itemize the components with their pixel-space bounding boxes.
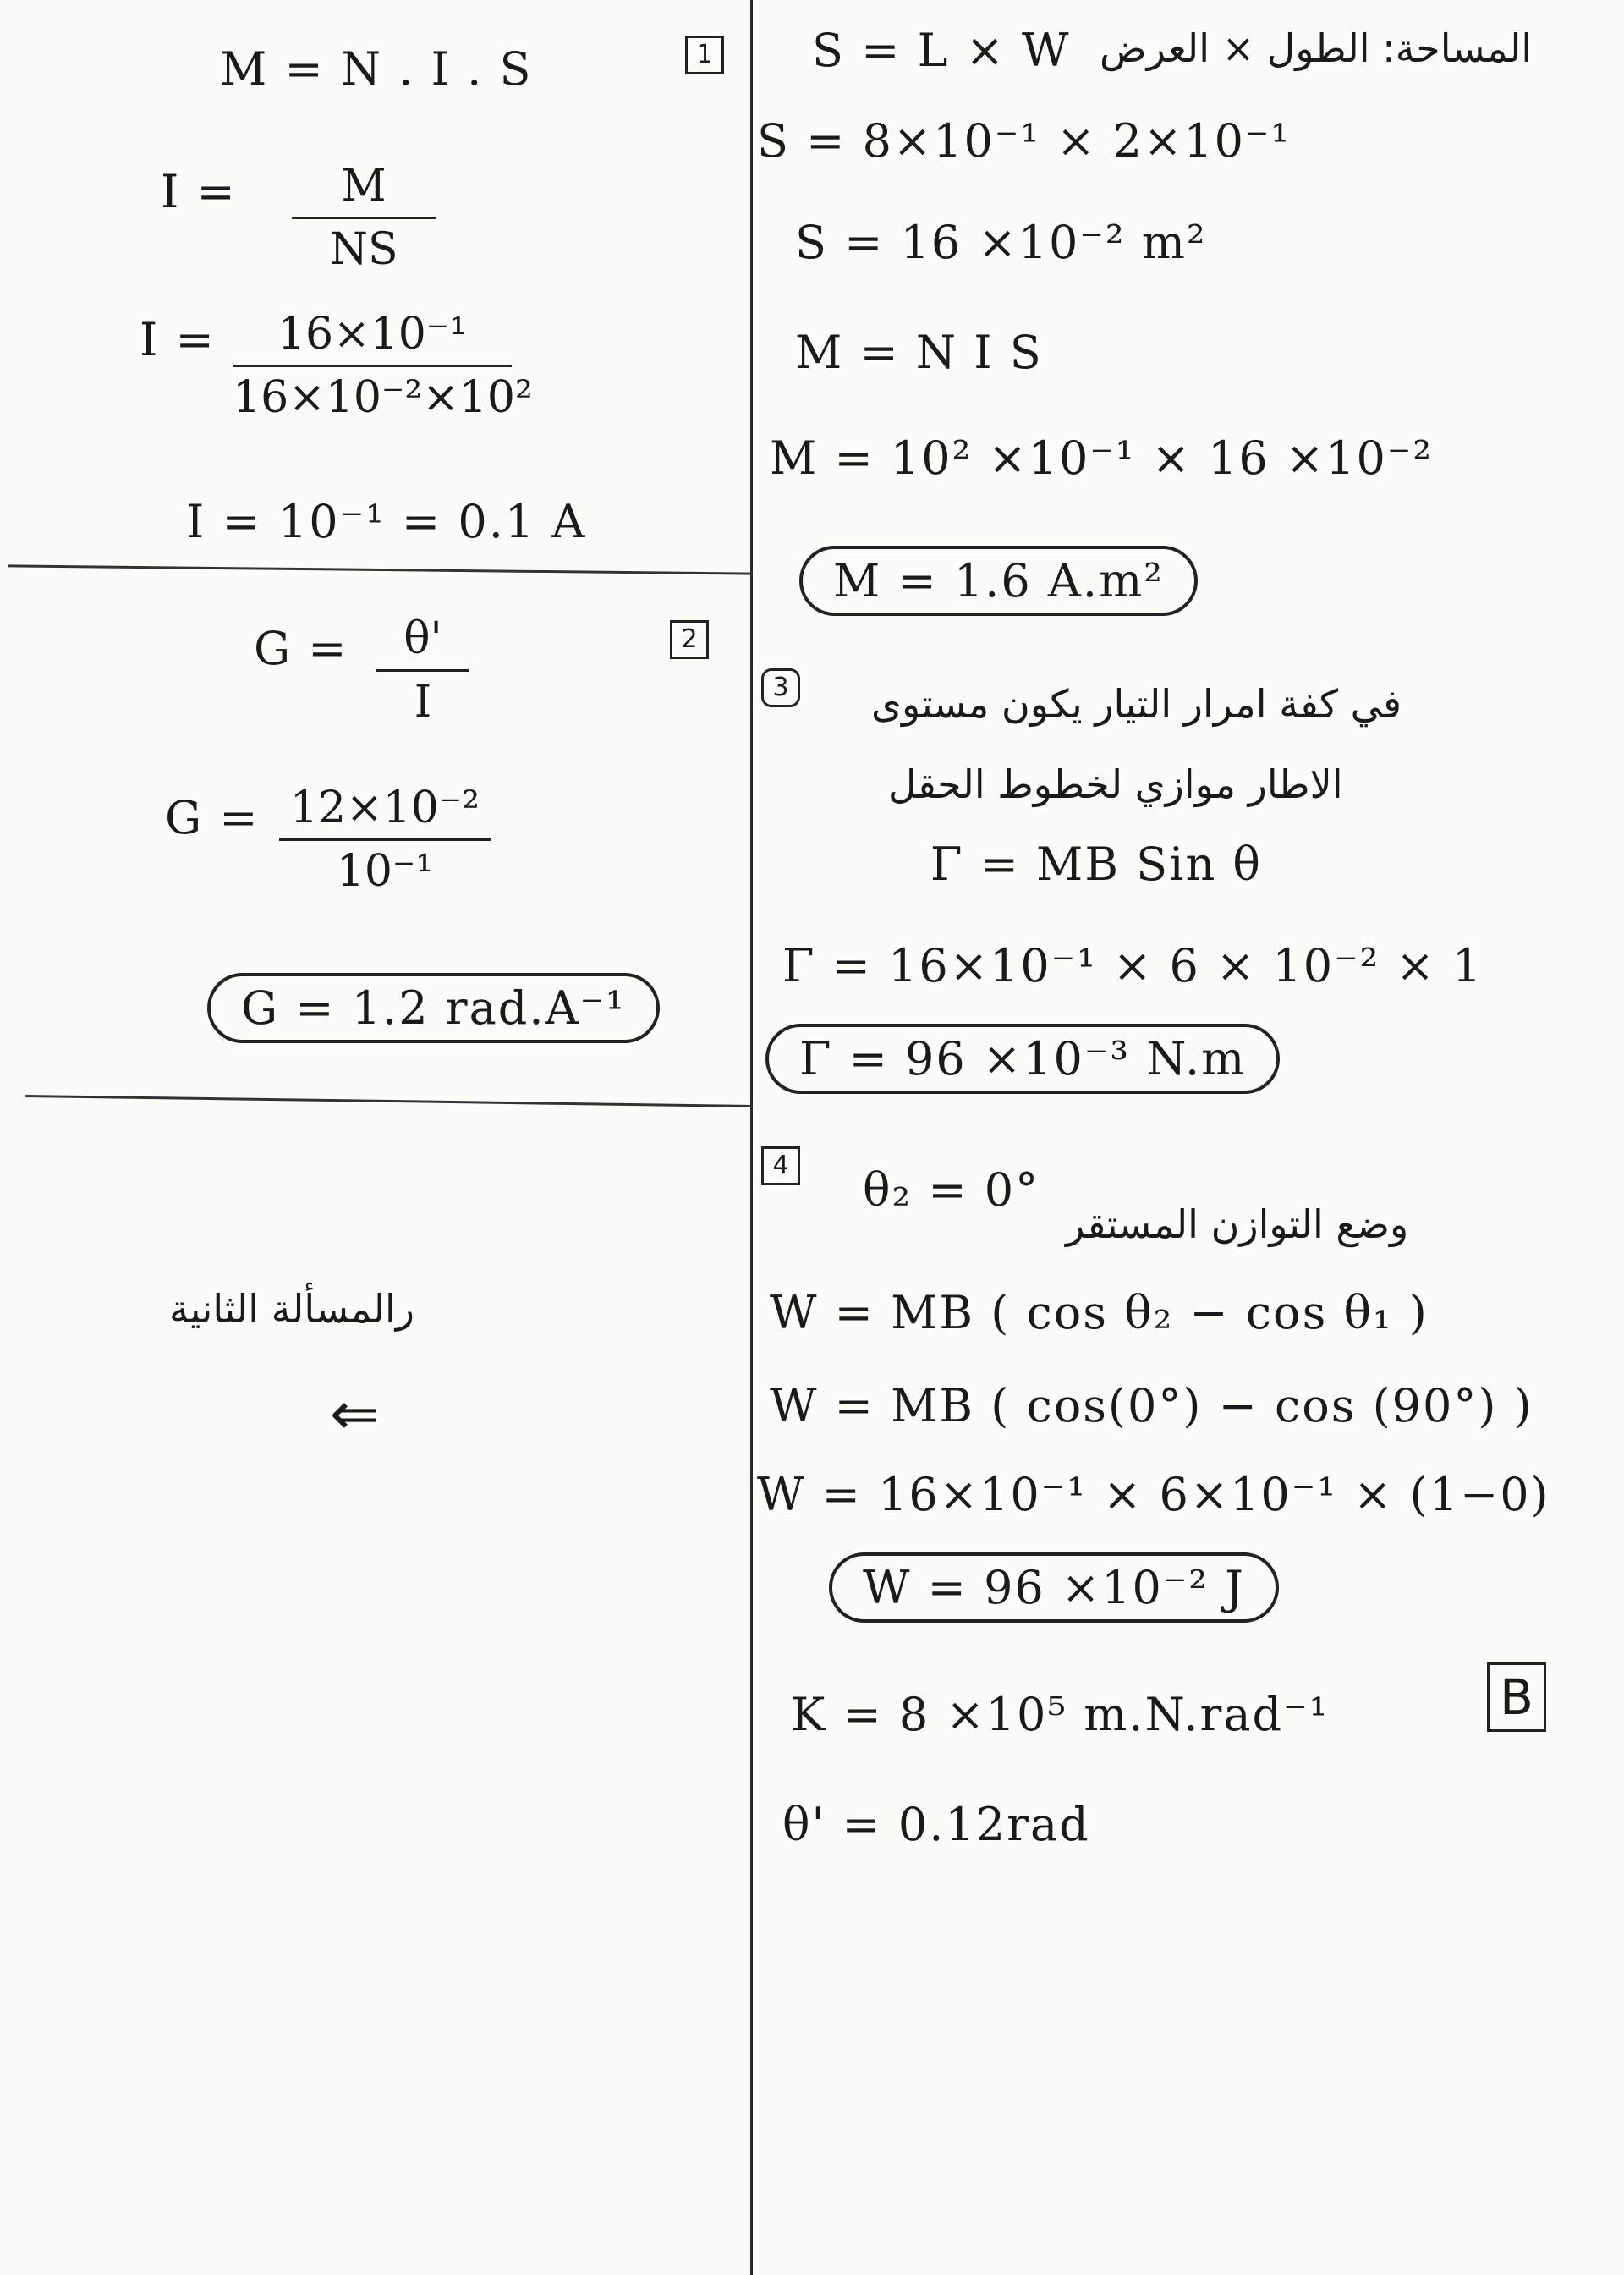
fraction-bar: [233, 365, 512, 367]
fraction-denominator: I: [414, 677, 432, 728]
moment-substitution: M = 10² ×10⁻¹ × 16 ×10⁻²: [770, 431, 1434, 485]
sensitivity-formula-fraction: [376, 613, 469, 728]
sensitivity-substitution-lhs: G =: [165, 791, 260, 844]
left-arrow-icon: ⇐: [330, 1379, 380, 1448]
current-result: I = 10⁻¹ = 0.1 A: [186, 495, 587, 548]
horizontal-divider-1: [8, 564, 753, 574]
magnetic-moment-formula: M = N . I . S: [220, 42, 533, 96]
area-formula: S = L × W: [812, 24, 1071, 77]
fraction-denominator: 10⁻¹: [336, 846, 434, 897]
question-4-number: 4: [761, 1146, 800, 1185]
horizontal-divider-2: [25, 1095, 753, 1107]
area-substitution: S = 8×10⁻¹ × 2×10⁻¹: [757, 114, 1292, 168]
torque-substitution: Γ = 16×10⁻¹ × 6 × 10⁻² × 1: [782, 939, 1484, 992]
stable-equilibrium-arabic: وضع التوازن المستقر: [1066, 1201, 1409, 1247]
sensitivity-result-bubble: G = 1.2 rad.A⁻¹: [207, 973, 660, 1043]
work-values-substitution: W = 16×10⁻¹ × 6×10⁻¹ × (1−0): [757, 1468, 1550, 1521]
sensitivity-substitution-fraction: [279, 783, 491, 897]
final-angle: θ₂ = 0°: [863, 1163, 1040, 1217]
vertical-divider: [750, 0, 753, 2275]
question-3-number: 3: [761, 668, 800, 707]
fraction-denominator: 16×10⁻²×10²: [233, 372, 533, 423]
fraction-bar: [292, 217, 436, 219]
work-result-bubble: W = 96 ×10⁻² J: [829, 1552, 1279, 1623]
question-1-number: 1: [685, 36, 724, 74]
sensitivity-formula-lhs: G =: [254, 622, 348, 675]
current-substitution-lhs: I =: [140, 313, 216, 366]
fraction-denominator: NS: [329, 224, 398, 275]
current-formula-fraction: [292, 161, 436, 275]
fraction-numerator: 16×10⁻¹: [277, 309, 468, 360]
work-formula: W = MB ( cos θ₂ − cos θ₁ ): [770, 1286, 1429, 1339]
deflection-angle: θ' = 0.12rad: [782, 1798, 1090, 1851]
torsion-constant: K = 8 ×10⁵ m.N.rad⁻¹: [791, 1688, 1330, 1741]
area-result: S = 16 ×10⁻² m²: [795, 216, 1207, 269]
second-question-label: رالمسألة الثانية: [169, 1286, 414, 1332]
fraction-numerator: 12×10⁻²: [289, 783, 480, 833]
question-3-arabic-line-2: الاطار موازي لخطوط الحقل: [888, 761, 1343, 807]
question-3-arabic-line-1: في كفة امرار التيار يكون مستوى: [871, 681, 1402, 727]
current-formula-lhs: I =: [161, 165, 237, 218]
part-b-label: B: [1487, 1662, 1546, 1732]
torque-formula: Γ = MB Sin θ: [930, 838, 1262, 891]
torque-result-bubble: Γ = 96 ×10⁻³ N.m: [765, 1024, 1280, 1094]
fraction-numerator: M: [341, 161, 387, 212]
work-angles-substitution: W = MB ( cos(0°) − cos (90°) ): [770, 1379, 1533, 1432]
moment-result-bubble: M = 1.6 A.m²: [799, 546, 1198, 616]
area-arabic-note: المساحة: الطول × العرض: [1100, 25, 1533, 71]
current-substitution-fraction: [233, 309, 533, 423]
fraction-bar: [376, 669, 469, 672]
moment-formula: M = N I S: [795, 326, 1043, 379]
question-2-number: 2: [670, 620, 709, 659]
fraction-bar: [279, 838, 491, 841]
fraction-numerator: θ': [403, 613, 442, 664]
